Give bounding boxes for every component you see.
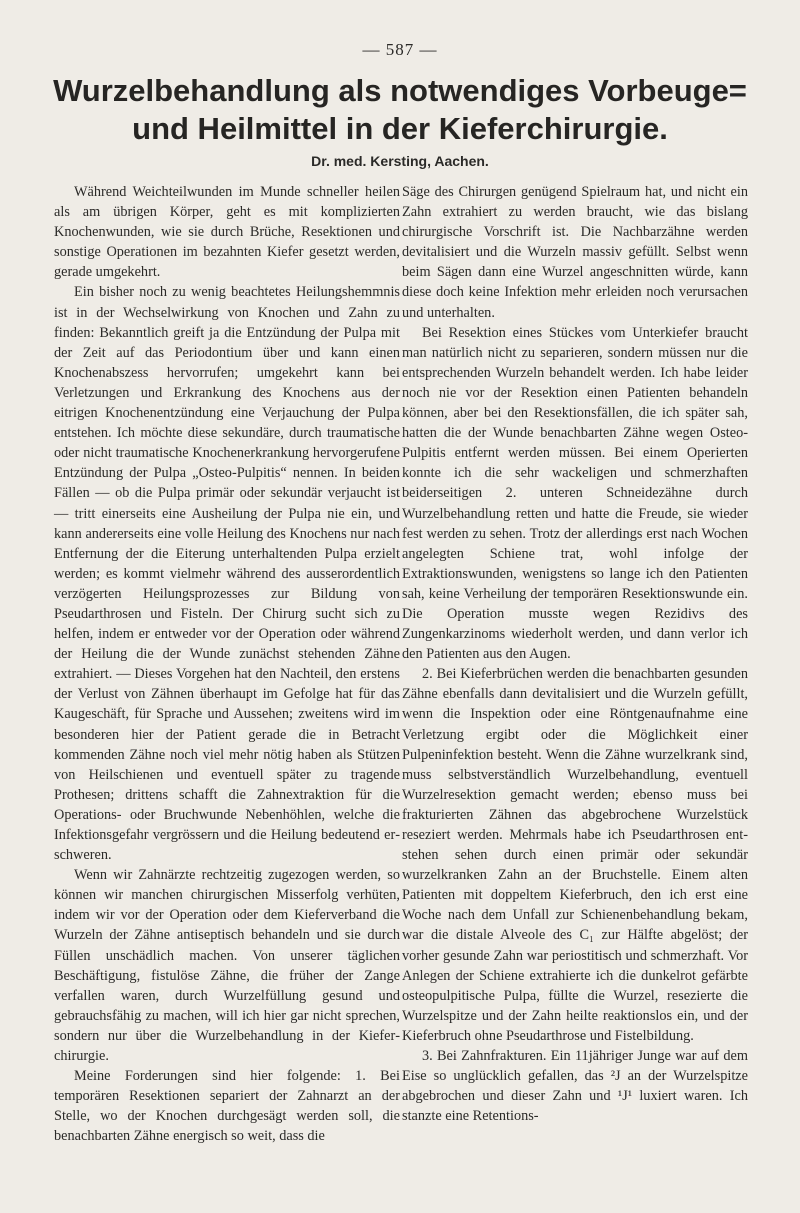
paragraph: 3. Bei Zahnfrakturen. Ein 11jähriger Junge war auf dem Eise so unglücklich gefallen, das ²J an der Wurzelspitze abgebrochen und dieser Zahn und ¹J¹ luxiert waren. Ich stanzte eine Retentions- [402, 1048, 748, 1125]
article-title: Wurzelbehandlung als notwendiges Vorbeuge= und Heilmittel in der Kieferchirurgie. [53, 73, 747, 146]
left-column [54, 182, 400, 1147]
paragraph: Bei Resektion eines Stückes vom Unterkiefer braucht man natürlich nicht zu separieren, sondern müssen nur die entsprechenden Wurzeln behandelt werden. Ich habe leider noch nie vor der Resektion einen Patienten behandeln können, aber bei den Resektionsfällen, die ich später sah, hatten die der Wunde benachbarten Zähne wegen Osteo-Pulpitis entfernt werden müssen. Bei einem Operierten konnte ich die sehr wackeligen und schmerzhaften beiderseitigen 2. unteren Schneidezähne durch Wurzelbehandlung retten und hatte die Freude, sie wieder fest werden zu sehen. Trotz der allerdings erst nach Wochen angelegten Schiene trat, wohl infolge der Extraktionswunden, wenigstens so lange ich den Patienten sah, keine Verheilung der temporären Resektionswunde ein. Die Operation musste wegen Rezidivs des Zungenkarzinoms wiederholt werden, und dann verlor ich den Patienten aus den Augen. [402, 324, 748, 663]
paragraph: Ein bisher noch zu wenig beachtetes Heilungshemmnis ist in der Wechselwirkung von Knochen und Zahn zu finden: Bekanntlich greift ja die Entzündung der Pulpa mit der Zeit auf das Periodontium über und kann einen Knochenabszess hervorrufen; umgekehrt kann bei Verletzungen und Erkrankung des Knochens aus der eitrigen Knochenentzündung eine Verjauchung der Pulpa entstehen. Ich möchte diese sekundäre, durch traumatische oder nicht traumatische Knochenerkrankung hervorgerufene Entzündung der Pulpa „Osteo-Pulpitis“ nennen. In beiden Fällen — ob die Pulpa primär oder sekundär verjaucht ist — tritt einerseits eine Ausheilung der Pulpa nie ein, und kann andererseits eine volle Heilung des Knochens nur nach Entfernung der die Eiterung unterhaltenden Pulpa erzielt werden; es kommt vielmehr während des ausserordentlich verzögerten Heilungsprozesses zur Bildung von Pseudarthrosen und Fisteln. Der Chirurg sucht sich zu helfen, indem er entweder vor der Operation oder während der Heilung die der Wunde zunächst stehenden Zähne extrahiert. — Dieses Vorgehen hat den Nachteil, den erstens der Verlust von Zähnen überhaupt im Gefolge hat für das Kaugeschäft, für Sprache und Aussehen; zweitens wird im besonderen hier der Patient gerade die in Betracht kommenden Zähne noch viel mehr nötig haben als Stützen von Heilschienen und eventuell später zu tragende Prothesen; drittens schafft die Zahnextraktion für die Operations- oder Bruchwunde Nebenhöhlen, welche die Infektionsgefahr vergrössern und die Heilung bedeutend erschweren. [54, 284, 400, 864]
paragraph: Wenn wir Zahnärzte rechtzeitig zugezogen werden, so können wir manchen chirurgischen Misserfolg verhüten, indem wir vor der Operation oder dem Kieferverband die Wurzeln der Zähne antiseptisch behandeln und sie durch Füllen unschädlich machen. Von unserer täglichen Beschäftigung, fistulöse Zähne, die früher der Zange verfallen waren, durch Wurzelfüllung gesund und gebrauchsfähig zu machen, will ich hier gar nicht sprechen, sondern nur über die Wurzelbehandlung in der Kieferchirurgie. [54, 867, 400, 1065]
paragraph: Meine Forderungen sind hier folgende: 1. Bei temporären Resektionen separiert der Zahnarzt an der Stelle, wo der Knochen durchgesägt werden soll, die benachbarten Zähne energisch so weit, dass die [54, 1068, 400, 1145]
paragraph: 2. Bei Kieferbrüchen werden die benachbarten gesunden Zähne ebenfalls dann devitalisiert und die Wurzeln gefüllt, wenn die Inspektion oder eine Röntgenaufnahme eine Verletzung ergibt oder die Möglichkeit einer Pulpeninfektion besteht. Wenn die Zähne wurzelkrank sind, muss selbstverständlich Wurzelbehandlung, eventuell Wurzelresektion gemacht werden; ebenso muss bei frakturierten Zähnen das abgebrochene Wurzelstück reseziert werden. Mehrmals habe ich Pseudarthrosen entstehen sehen durch einen primär oder sekundär wurzelkranken Zahn an der Bruchstelle. Einem alten Patienten mit doppeltem Kieferbruch, den ich erst eine Woche nach dem Unfall zur Schienenbehandlung bekam, war die distale Alveole des C₁ zur Hälfte abgelöst; der vorher gesunde Zahn war periostitisch und schmerzhaft. Vor Anlegen der Schiene extrahierte ich die dunkelrot gefärbte osteopulpitische Pulpa, füllte die Wurzel, resezierte die Wurzelspitze und der Zahn heilte reaktionslos ein, und der Kieferbruch ohne Pseudarthrose und Fistelbildung. [402, 666, 748, 1044]
paragraph: Während Weichteilwunden im Munde schneller heilen als am übrigen Körper, geht es mit komplizierten Knochenwunden, wie sie durch Brüche, Resektionen und sonstige Operationen im bezahnten Kiefer gesetzt werden, gerade umgekehrt. [54, 184, 400, 281]
paragraph-continued: Säge des Chirurgen genügend Spielraum hat, und nicht ein Zahn extrahiert zu werden braucht, wie das bislang chirurgische Vorschrift ist. Die Nachbarzähne werden devitalisiert und die Wurzeln massiv gefüllt. Selbst wenn beim Sägen dann eine Wurzel angeschnitten würde, kann diese doch keine Infektion mehr erleiden noch verursachen und unterhalten. [402, 184, 748, 321]
author-line: Dr. med. Kersting, Aachen. [311, 153, 489, 169]
right-column [402, 182, 748, 1126]
page-number: — 587 — [362, 40, 438, 59]
